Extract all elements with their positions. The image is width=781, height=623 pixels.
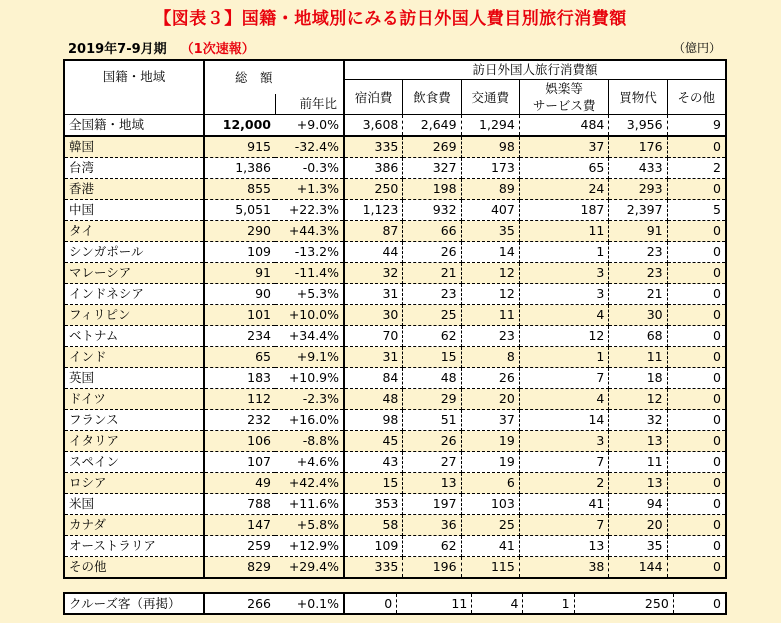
- cell-total: 101: [204, 305, 275, 326]
- cell-yoy: +42.4%: [275, 473, 344, 494]
- table-row: [64, 494, 726, 515]
- cell-shopping: 91: [609, 221, 667, 242]
- table-row: [64, 263, 726, 284]
- cell-lodging: 98: [344, 410, 403, 431]
- cruise-row: [64, 593, 726, 614]
- cruise-other: 0: [713, 596, 721, 611]
- cell-food: 48: [403, 368, 461, 389]
- cell-shopping: 433: [609, 158, 667, 179]
- report-title: 【図表３】国籍・地域別にみる訪日外国人費目別旅行消費額: [154, 9, 627, 29]
- cell-yoy: +9.1%: [275, 347, 344, 368]
- cell-total: 106: [204, 431, 275, 452]
- cell-transport: 12: [461, 284, 519, 305]
- cell-name: カナダ: [64, 515, 204, 536]
- cell-other: 0: [667, 221, 726, 242]
- cell-other: 0: [667, 473, 726, 494]
- cell-total: 855: [204, 179, 275, 200]
- cell-shopping: 13: [609, 431, 667, 452]
- cell-lodging: 43: [344, 452, 403, 473]
- cell-shopping: 32: [609, 410, 667, 431]
- revision-note: （1次速報）: [180, 42, 255, 57]
- cell-other: 0: [667, 515, 726, 536]
- cell-lodging: 45: [344, 431, 403, 452]
- cell-food: 197: [403, 494, 461, 515]
- cell-transport: 89: [461, 179, 519, 200]
- cell-name: オーストラリア: [64, 536, 204, 557]
- cell-lodging: 3,608: [344, 115, 403, 137]
- cell-food: 13: [403, 473, 461, 494]
- cell-name: 英国: [64, 368, 204, 389]
- header-entertainment-line2: サービス費: [532, 98, 596, 113]
- table-body: [64, 115, 726, 579]
- cell-shopping: 68: [609, 326, 667, 347]
- cell-shopping: 21: [609, 284, 667, 305]
- cell-name: ベトナム: [64, 326, 204, 347]
- table-row: [64, 158, 726, 179]
- cell-other: 0: [667, 494, 726, 515]
- cell-name: インド: [64, 347, 204, 368]
- cell-shopping: 18: [609, 368, 667, 389]
- cell-name: フランス: [64, 410, 204, 431]
- cell-transport: 173: [461, 158, 519, 179]
- cell-total: 90: [204, 284, 275, 305]
- cell-other: 0: [667, 136, 726, 158]
- cell-other: 0: [667, 242, 726, 263]
- cell-shopping: 2,397: [609, 200, 667, 221]
- table-row: [64, 410, 726, 431]
- cell-yoy: -8.8%: [275, 431, 344, 452]
- cell-lodging: 58: [344, 515, 403, 536]
- cruise-yoy: +0.1%: [275, 593, 344, 614]
- cell-total: 112: [204, 389, 275, 410]
- cell-lodging: 32: [344, 263, 403, 284]
- cruise-lodging: 0: [344, 593, 397, 614]
- cell-food: 198: [403, 179, 461, 200]
- cell-total: 49: [204, 473, 275, 494]
- cell-entertainment: 14: [519, 410, 609, 431]
- cell-other: 0: [667, 536, 726, 557]
- cell-other: 0: [667, 305, 726, 326]
- cell-total: 109: [204, 242, 275, 263]
- cell-yoy: +44.3%: [275, 221, 344, 242]
- cell-name: フィリピン: [64, 305, 204, 326]
- cell-other: 5: [667, 200, 726, 221]
- cell-total: 12,000: [204, 115, 275, 137]
- cruise-shopping: 250: [574, 593, 673, 614]
- cell-food: 26: [403, 431, 461, 452]
- cell-transport: 26: [461, 368, 519, 389]
- cruise-transport: 4: [472, 593, 523, 614]
- period: 2019年7-9月期: [68, 42, 167, 57]
- cell-lodging: 386: [344, 158, 403, 179]
- cell-yoy: +16.0%: [275, 410, 344, 431]
- cell-entertainment: 1: [519, 242, 609, 263]
- cell-shopping: 94: [609, 494, 667, 515]
- cell-transport: 25: [461, 515, 519, 536]
- cell-shopping: 30: [609, 305, 667, 326]
- cell-entertainment: 41: [519, 494, 609, 515]
- header-total-spacer: [204, 94, 275, 115]
- cell-yoy: +29.4%: [275, 557, 344, 579]
- cell-name: タイ: [64, 221, 204, 242]
- table-row: [64, 431, 726, 452]
- header-shopping: 買物代: [609, 80, 667, 115]
- cell-name: 中国: [64, 200, 204, 221]
- cell-total: 829: [204, 557, 275, 579]
- cell-shopping: 176: [609, 136, 667, 158]
- cell-transport: 41: [461, 536, 519, 557]
- cell-total: 234: [204, 326, 275, 347]
- cell-entertainment: 3: [519, 284, 609, 305]
- cell-food: 62: [403, 536, 461, 557]
- cell-name: ドイツ: [64, 389, 204, 410]
- cell-yoy: +4.6%: [275, 452, 344, 473]
- cell-shopping: 23: [609, 242, 667, 263]
- cell-other: 0: [667, 284, 726, 305]
- cell-food: 29: [403, 389, 461, 410]
- header-transport: 交通費: [461, 80, 519, 115]
- cell-lodging: 353: [344, 494, 403, 515]
- cell-entertainment: 3: [519, 263, 609, 284]
- cell-lodging: 31: [344, 347, 403, 368]
- cell-entertainment: 1: [519, 347, 609, 368]
- cell-entertainment: 2: [519, 473, 609, 494]
- cell-total: 915: [204, 136, 275, 158]
- header-lodging: 宿泊費: [344, 80, 403, 115]
- cell-entertainment: 7: [519, 515, 609, 536]
- cell-name: イタリア: [64, 431, 204, 452]
- cell-food: 62: [403, 326, 461, 347]
- cell-entertainment: 65: [519, 158, 609, 179]
- cell-transport: 11: [461, 305, 519, 326]
- cell-yoy: -0.3%: [275, 158, 344, 179]
- cell-transport: 19: [461, 431, 519, 452]
- cell-entertainment: 37: [519, 136, 609, 158]
- cell-lodging: 250: [344, 179, 403, 200]
- cell-shopping: 12: [609, 389, 667, 410]
- cell-entertainment: 3: [519, 431, 609, 452]
- table-row: [64, 347, 726, 368]
- cell-entertainment: 38: [519, 557, 609, 579]
- cell-lodging: 70: [344, 326, 403, 347]
- cell-transport: 20: [461, 389, 519, 410]
- cell-lodging: 109: [344, 536, 403, 557]
- header-spending-group: 訪日外国人旅行消費額: [344, 60, 726, 80]
- cell-lodging: 31: [344, 284, 403, 305]
- cell-food: 25: [403, 305, 461, 326]
- cell-yoy: +5.8%: [275, 515, 344, 536]
- cell-food: 66: [403, 221, 461, 242]
- table-row: [64, 284, 726, 305]
- cell-total: 259: [204, 536, 275, 557]
- cell-entertainment: 4: [519, 305, 609, 326]
- table-row: [64, 305, 726, 326]
- cell-shopping: 23: [609, 263, 667, 284]
- cell-shopping: 35: [609, 536, 667, 557]
- header-food: 飲食費: [403, 80, 461, 115]
- cell-shopping: 293: [609, 179, 667, 200]
- unit-label: （億円）: [672, 41, 721, 55]
- cell-transport: 103: [461, 494, 519, 515]
- cell-other: 0: [667, 389, 726, 410]
- cell-shopping: 20: [609, 515, 667, 536]
- cell-entertainment: 11: [519, 221, 609, 242]
- cell-food: 269: [403, 136, 461, 158]
- header-region: 国籍・地域: [64, 60, 204, 115]
- cell-other: 0: [667, 452, 726, 473]
- cell-lodging: 1,123: [344, 200, 403, 221]
- table-row: [64, 515, 726, 536]
- cell-lodging: 15: [344, 473, 403, 494]
- header-other: その他: [667, 80, 726, 115]
- cell-name: 台湾: [64, 158, 204, 179]
- cell-name: 米国: [64, 494, 204, 515]
- cell-food: 23: [403, 284, 461, 305]
- cell-other: 0: [667, 263, 726, 284]
- cell-food: 36: [403, 515, 461, 536]
- cell-transport: 115: [461, 557, 519, 579]
- period-label: [68, 38, 255, 57]
- cell-lodging: 335: [344, 557, 403, 579]
- cell-entertainment: 484: [519, 115, 609, 137]
- cell-yoy: -2.3%: [275, 389, 344, 410]
- cell-food: 2,649: [403, 115, 461, 137]
- cell-lodging: 30: [344, 305, 403, 326]
- cell-yoy: -32.4%: [275, 136, 344, 158]
- cell-yoy: -13.2%: [275, 242, 344, 263]
- cell-other: 0: [667, 347, 726, 368]
- header-entertainment-line1: 娯楽等: [545, 81, 583, 96]
- cell-transport: 98: [461, 136, 519, 158]
- table-row: [64, 326, 726, 347]
- cell-total: 183: [204, 368, 275, 389]
- table-row: [64, 179, 726, 200]
- cell-entertainment: 13: [519, 536, 609, 557]
- cell-entertainment: 7: [519, 368, 609, 389]
- cell-transport: 37: [461, 410, 519, 431]
- cell-transport: 1,294: [461, 115, 519, 137]
- cell-yoy: -11.4%: [275, 263, 344, 284]
- cell-other: 0: [667, 557, 726, 579]
- cell-lodging: 84: [344, 368, 403, 389]
- cell-other: 0: [667, 326, 726, 347]
- cell-food: 27: [403, 452, 461, 473]
- cell-name: インドネシア: [64, 284, 204, 305]
- cell-total: 91: [204, 263, 275, 284]
- header-yoy: 前年比: [275, 94, 344, 115]
- cruise-food: 11: [397, 593, 472, 614]
- cell-lodging: 87: [344, 221, 403, 242]
- table-row: [64, 557, 726, 579]
- table-row: [64, 242, 726, 263]
- cell-entertainment: 7: [519, 452, 609, 473]
- table-row: [64, 368, 726, 389]
- cell-total: 107: [204, 452, 275, 473]
- cell-total: 1,386: [204, 158, 275, 179]
- cell-yoy: +1.3%: [275, 179, 344, 200]
- cell-shopping: 11: [609, 347, 667, 368]
- cell-name: 韓国: [64, 136, 204, 158]
- cell-transport: 35: [461, 221, 519, 242]
- cell-shopping: 13: [609, 473, 667, 494]
- spending-table: [63, 59, 727, 579]
- cruise-table: [63, 592, 727, 615]
- cell-total: 232: [204, 410, 275, 431]
- cell-transport: 407: [461, 200, 519, 221]
- header-entertainment: [519, 80, 609, 115]
- cell-transport: 19: [461, 452, 519, 473]
- cell-yoy: +12.9%: [275, 536, 344, 557]
- total-row: [64, 115, 726, 137]
- cruise-entertainment: 1: [523, 593, 574, 614]
- table-row: [64, 536, 726, 557]
- table-row: [64, 200, 726, 221]
- table-row: [64, 452, 726, 473]
- cell-entertainment: 187: [519, 200, 609, 221]
- cell-yoy: +34.4%: [275, 326, 344, 347]
- cell-yoy: +10.0%: [275, 305, 344, 326]
- cell-total: 147: [204, 515, 275, 536]
- cell-food: 51: [403, 410, 461, 431]
- cell-yoy: +5.3%: [275, 284, 344, 305]
- cell-name: 香港: [64, 179, 204, 200]
- cell-yoy: +10.9%: [275, 368, 344, 389]
- cell-food: 932: [403, 200, 461, 221]
- cell-name: その他: [64, 557, 204, 579]
- cruise-name: クルーズ客（再掲）: [64, 593, 204, 614]
- cell-entertainment: 12: [519, 326, 609, 347]
- cell-food: 26: [403, 242, 461, 263]
- cell-transport: 6: [461, 473, 519, 494]
- cell-food: 21: [403, 263, 461, 284]
- cell-transport: 8: [461, 347, 519, 368]
- cell-other: 0: [667, 179, 726, 200]
- cell-shopping: 11: [609, 452, 667, 473]
- cruise-total: 266: [247, 596, 271, 611]
- cell-shopping: 3,956: [609, 115, 667, 137]
- header-total: 総 額: [204, 60, 344, 94]
- cell-name: マレーシア: [64, 263, 204, 284]
- table-row: [64, 136, 726, 158]
- cell-yoy: +22.3%: [275, 200, 344, 221]
- cell-other: 2: [667, 158, 726, 179]
- cell-total: 5,051: [204, 200, 275, 221]
- cell-other: 0: [667, 368, 726, 389]
- cell-lodging: 335: [344, 136, 403, 158]
- cell-food: 327: [403, 158, 461, 179]
- cell-total: 290: [204, 221, 275, 242]
- cell-total: 788: [204, 494, 275, 515]
- cell-other: 0: [667, 431, 726, 452]
- table-row: [64, 221, 726, 242]
- cell-food: 196: [403, 557, 461, 579]
- cell-transport: 14: [461, 242, 519, 263]
- cell-other: 0: [667, 410, 726, 431]
- cell-other: 9: [667, 115, 726, 137]
- cell-name: シンガポール: [64, 242, 204, 263]
- cell-lodging: 44: [344, 242, 403, 263]
- cell-yoy: +11.6%: [275, 494, 344, 515]
- table-row: [64, 389, 726, 410]
- cell-entertainment: 4: [519, 389, 609, 410]
- cell-shopping: 144: [609, 557, 667, 579]
- cell-name: スペイン: [64, 452, 204, 473]
- cell-name: ロシア: [64, 473, 204, 494]
- cell-yoy: +9.0%: [275, 115, 344, 137]
- cell-lodging: 48: [344, 389, 403, 410]
- table-row: [64, 473, 726, 494]
- cell-name: 全国籍・地域: [64, 115, 204, 137]
- cell-entertainment: 24: [519, 179, 609, 200]
- cell-total: 65: [204, 347, 275, 368]
- cell-food: 15: [403, 347, 461, 368]
- cell-transport: 23: [461, 326, 519, 347]
- cell-transport: 12: [461, 263, 519, 284]
